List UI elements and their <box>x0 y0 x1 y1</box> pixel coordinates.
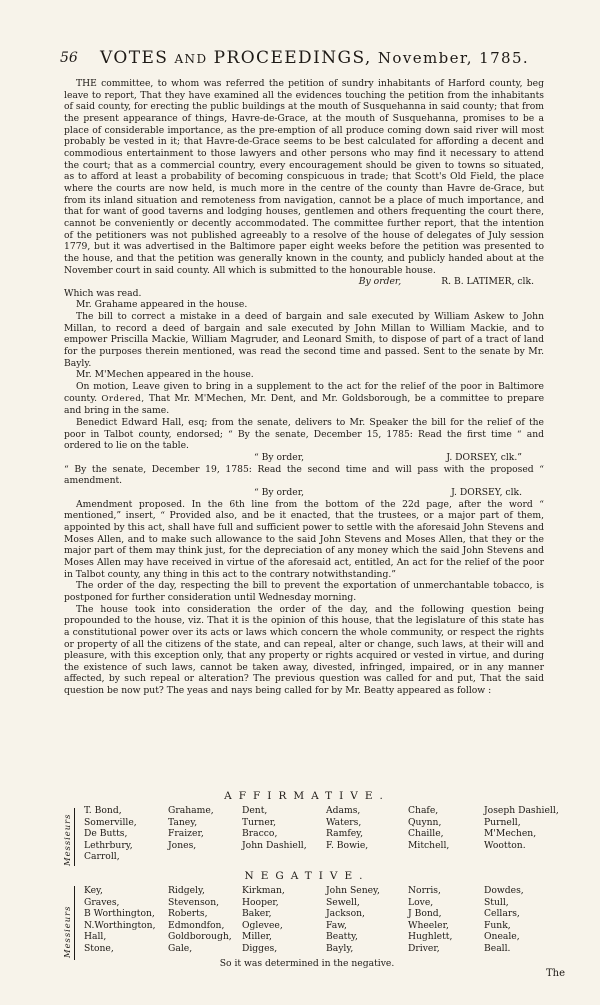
motion-paragraph <box>64 381 544 417</box>
header-proceedings: PROCEEDINGS, <box>213 48 372 68</box>
affirmative-column <box>408 805 449 851</box>
negative-member-name: Oglevee, <box>242 919 283 931</box>
affirmative-member-name: Ramfey, <box>326 828 364 839</box>
negative-member-name: Digges, <box>242 942 278 954</box>
determined-line: So it was determined in the negative. <box>219 958 395 969</box>
brace-negative <box>74 886 79 960</box>
senate-december-19: “ By the senate, December 19, 1785: Read the second time and will pass with the proposed “ amendment. <box>64 463 544 487</box>
affirmative-member-name: Wootton. <box>484 839 526 851</box>
negative-member-name: Beatty, <box>326 931 358 942</box>
negative-column <box>84 885 156 954</box>
negative-member-name: Oneale, <box>484 931 520 942</box>
affirmative-member-name: M'Mechen, <box>484 828 537 839</box>
affirmative-member-name: Bracco, <box>242 828 278 839</box>
read-paragraph: Which was read. <box>64 287 142 299</box>
negative-member-name: N.Worthington, <box>84 919 156 931</box>
affirmative-member-name: T. Bond, <box>84 805 122 816</box>
negative-member-name: Beall. <box>484 942 511 954</box>
negative-member-name: Goldborough, <box>168 931 232 942</box>
negative-member-name: B Worthington, <box>84 908 155 919</box>
negative-column <box>484 885 524 954</box>
negative-member-name: Sewell, <box>326 896 360 908</box>
header-date: November, 1785. <box>377 49 530 67</box>
affirmative-column <box>326 805 368 851</box>
negative-member-name: Bayly, <box>326 942 354 954</box>
negative-member-name: Graves, <box>84 896 120 908</box>
affirmative-member-name: John Dashiell, <box>242 839 307 851</box>
catchword: The <box>546 968 566 979</box>
negative-member-name: Stone, <box>84 942 114 954</box>
motion-text-b: That Mr. M'Mechen, Mr. Dent, and Mr. Goldsborough, be a committee to prepare and bring in the same. <box>64 392 545 417</box>
grahame-paragraph: Mr. Grahame appeared in the house. <box>76 299 248 311</box>
affirmative-vote <box>62 790 559 880</box>
dorsey-name-2: J. DORSEY, clk. <box>451 486 522 498</box>
negative-member-name: Edmondfon, <box>168 919 225 931</box>
dorsey-name-1: J. DORSEY, clk.” <box>446 452 522 463</box>
negative-member-name: Roberts, <box>168 908 208 919</box>
latimer-signature: R. B. LATIMER, clk. <box>441 276 534 288</box>
negative-column <box>326 885 380 954</box>
by-order-quote-2: “ By order, <box>254 486 305 498</box>
affirmative-member-name: Chafe, <box>408 805 439 816</box>
tobacco-paragraph: The order of the day, respecting the bill to prevent the exportation of unmerchantable tobacco, is postponed for further consideration until Wednesday morning. <box>64 580 544 603</box>
negative-member-name: Funk, <box>484 919 511 931</box>
header-and: AND <box>174 52 208 66</box>
affirmative-member-name: Quynn, <box>408 816 442 828</box>
affirmative-column <box>242 805 307 851</box>
page-number: 56 <box>60 50 78 66</box>
negative-member-name: Norris, <box>408 885 441 896</box>
affirmative-member-name: Jones, <box>168 839 197 851</box>
affirmative-member-name: De Butts, <box>84 828 128 839</box>
question-paragraph: The house took into consideration the order of the day, and the following question being propounded to the house, viz. That it is the opinion of this house, that the legislature of this state has a constitutional power over its acts or laws which concern the whole community, or respect the rights or property of all the citizens of the state, and can repeal, alter or change, such laws, at their will and pleasure, with this exception only, that any property or rights acquired or vested in virtue, and during the existence of such laws, cannot be taken away, divested, infringed, impaired, or in any manner affected, by such repeal or alteration? The previous question was called for and put, That the said question be now put? The yeas and nays being called for by Mr. Beatty appeared as follow : <box>64 603 544 697</box>
negative-member-name: Miller, <box>242 931 272 942</box>
dorsey-signature-1 <box>64 452 544 464</box>
main-text <box>64 78 544 697</box>
negative-member-name: Hughlett, <box>408 931 453 942</box>
affirmative-heading: AFFIRMATIVE. <box>224 790 390 802</box>
negative-member-name: Baker, <box>242 908 272 919</box>
negative-member-name: Stevenson, <box>168 896 220 908</box>
negative-member-name: Gale, <box>168 942 193 954</box>
motion-text-a: On motion, Leave given to bring in a supplement to the act for the relief of the poor in Baltimore county. <box>64 381 544 404</box>
affirmative-member-name: Chaille, <box>408 828 444 839</box>
negative-column <box>242 885 285 954</box>
affirmative-column <box>484 805 559 851</box>
negative-member-name: Cellars, <box>484 908 520 919</box>
negative-member-name: Wheeler, <box>408 919 449 931</box>
affirmative-member-name: Lethrbury, <box>84 839 133 851</box>
header-votes: VOTES <box>100 48 169 68</box>
affirmative-member-name: Turner, <box>242 816 277 828</box>
affirmative-member-name: Somerville, <box>84 816 137 828</box>
header-title <box>100 48 529 68</box>
affirmative-member-name: Dent, <box>242 805 268 816</box>
negative-heading: NEGATIVE. <box>244 870 370 882</box>
affirmative-member-name: Waters, <box>326 816 362 828</box>
committee-signature <box>64 276 544 288</box>
mmechen-paragraph: Mr. M'Mechen appeared in the house. <box>76 369 254 381</box>
messieurs-label-affirmative: Messieurs <box>62 813 72 866</box>
negative-member-name: Kirkman, <box>242 885 285 896</box>
affirmative-member-name: Fraizer, <box>168 828 204 839</box>
negative-member-name: Hall, <box>84 931 107 942</box>
affirmative-member-name: Mitchell, <box>408 839 450 851</box>
negative-column <box>168 885 232 954</box>
by-order-label: By order, <box>358 276 402 288</box>
negative-column <box>408 885 452 954</box>
negative-member-name: Love, <box>408 896 434 908</box>
negative-member-name: Dowdes, <box>484 885 524 896</box>
negative-member-name: Faw, <box>326 919 347 931</box>
affirmative-member-name: F. Bowie, <box>326 839 369 851</box>
hall-paragraph: Benedict Edward Hall, esq; from the senate, delivers to Mr. Speaker the bill for the relief of the poor in Talbot county, endorsed; “ By the senate, December 15, 1785: Read the first time “ and ordered to lie on the table. <box>64 417 544 452</box>
affirmative-column <box>168 805 214 851</box>
negative-member-name: Jackson, <box>326 908 365 919</box>
committee-report-text: THE committee, to whom was referred the petition of sundry inhabitants of Harford county, beg leave to report, That they have examined all the evidences touching the petition from the inhabitants of said county, for erecting the public buildings at the mouth of Susquehanna in said county; that from the present appearance of things, Havre-de-Grace, at the mouth of Susquehanna, promises to be a place of considerable importance, as the pre-emption of all produce coming down said river will most probably be vested in it; that Havre-de-Grace seems to be best calculated for affording a decent and commodious entertainment to those lawyers and other persons who may find it necessary to attend the court; that as a commercial country, every encouragement should be given to towns so situated, as to afford at least a probability of becoming conspicuous in trade; that Scott's Old Field, the place where the courts are now held, is much more in the centre of the county than Havre de-Grace, but from its inland situation and remoteness from navigation, cannot be a place of much importance, and that for want of good taverns and lodging houses, gentlemen and others frequenting the court there, cannot be conveniently or decently accommodated. The committee further report, that the intention of the petitioners was not published agreeably to a resolve of the house of delegates of July session 1779, but it was advertised in the Baltimore paper eight weeks before the petition was presented to the house, and that the petition was generally known in the county, and publicly handed about at the November court in said county. All which is submitted to the honourable house. <box>64 78 544 276</box>
running-header <box>60 48 550 70</box>
affirmative-member-name: Taney, <box>168 816 198 828</box>
negative-member-name: Stull, <box>484 896 509 908</box>
affirmative-member-name: Grahame, <box>168 805 214 816</box>
affirmative-member-name: Adams, <box>326 805 361 816</box>
dorsey-signature-2 <box>64 487 544 499</box>
negative-member-name: Key, <box>84 885 103 896</box>
brace-affirmative <box>74 808 79 866</box>
bill-mistake-paragraph: The bill to correct a mistake in a deed of bargain and sale executed by William Askew to John Millan, to record a deed of bargain and sale executed by John Millan to William Mackie, and to empower Priscilla Mackie, William Magruder, and Leonard Smith, to dispose of part of a tract of land for the purposes therein mentioned, was read the second time and passed. Sent to the senate by Mr. Bayly. <box>64 311 544 369</box>
affirmative-member-name: Purnell, <box>484 816 521 828</box>
negative-member-name: John Seney, <box>326 885 380 896</box>
affirmative-member-name: Carroll, <box>84 851 120 862</box>
negative-member-name: Ridgely, <box>168 885 205 896</box>
by-order-quote-1: “ By order, <box>254 452 305 463</box>
affirmative-column <box>84 805 137 863</box>
negative-member-name: J Bond, <box>408 908 442 919</box>
ordered-label: Ordered, <box>101 393 145 404</box>
messieurs-label-negative: Messieurs <box>62 905 72 958</box>
negative-vote <box>62 870 552 980</box>
negative-member-name: Driver, <box>408 942 440 954</box>
affirmative-member-name: Joseph Dashiell, <box>484 805 559 816</box>
amendment-paragraph: Amendment proposed. In the 6th line from the bottom of the 22d page, after the word “ mentioned,” insert, “ Provided also, and be it enacted, that the trustees, or a major part of them, appointed by this act, shall have full and sufficient power to settle with the aforesaid John Stevens and Moses Allen, and to make such allowance to the said John Stevens and Moses Allen, that they or the major part of them may think just, for the depreciation of any money which the said John Stevens and Moses Allen may have received in virtue of the aforesaid act, entitled, An act for the relief of the poor in Talbot county, any thing in this act to the contrary notwithstanding.” <box>64 498 544 580</box>
negative-member-name: Hooper, <box>242 896 279 908</box>
